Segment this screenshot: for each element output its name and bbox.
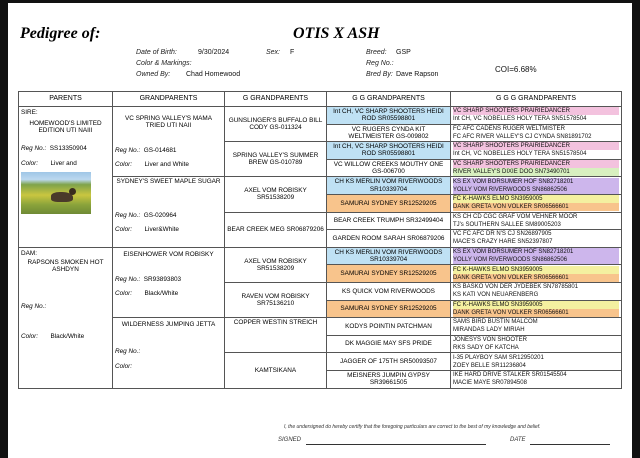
ggg-grandparent-23: FC K-HAWKS ELMO SN3959005 [453,301,619,309]
ggg-cell-11 [451,282,622,300]
signed-label: SIGNED [278,437,302,443]
col-g-grandparents: G GRANDPARENTS [225,92,327,107]
ggg-grandparent-18: YOLLY VOM RIVERWOODS SN86862506 [453,256,619,264]
signature-line [306,444,486,445]
owned-by-label: Owned By: [136,71,171,78]
g-grandparent-7: COPPER WESTIN STREICH [225,318,327,353]
gg-grandparent-5: CH KS MERLIN VOM RIVERWOODS SR10339704 [327,177,451,195]
sire-tag: SIRE: [21,109,38,116]
dam-reg-label: Reg No.: [21,303,47,311]
sire-color-row [21,160,110,167]
dam-cell [19,247,113,388]
dob-label: Date of Birth: [136,49,177,56]
grandparent-1-reg-value: GS-014681 [143,147,177,155]
ggg-grandparent-7: VC SHARP SHOOTERS PRAIRIEDANCER [453,160,619,168]
grandparent-4-name: WILDERNESS JUMPING JETTA [121,321,216,329]
grandparent-4-cell [113,318,225,388]
sire-photo [21,172,91,214]
gg-grandparent-15: JAGGER OF 175TH SR50093507 [327,353,451,371]
ggg-cell-16 [451,370,622,388]
gg-grandparent-1: Int CH, VC SHARP SHOOTERS HEIDI ROD SR05598801 [327,107,451,125]
ggg-grandparent-32: MACIE MAYE SR07894508 [453,380,527,387]
color-markings-label: Color & Markings: [136,60,192,67]
gg-grandparent-10: SAMURAI SYDNEY SR12529205 [327,265,451,283]
dog-title: OTIS X ASH [293,25,380,42]
ggg-grandparent-31: IKE HARD DRIVE STALKER SR01545504 [453,372,567,379]
breed-value: GSP [396,49,411,56]
breed-label: Breed: [366,49,387,56]
ggg-grandparent-4: FC AFC RIVER VALLEY'S CJ CYNDA SN81891702 [453,133,592,140]
sex-value: F [290,49,295,56]
dob-value: 9/30/2024 [198,49,230,56]
grandparent-1-name: VC SPRING VALLEY'S MAMA TRIED UTI NAII [124,114,213,129]
sire-color-value: Liver and [50,159,77,167]
g-grandparent-1: GUNSLINGER'S BUFFALO BILL CODY GS-011324 [225,107,327,142]
ggg-grandparent-9: KS EX VOM BORSUMER HOF SN82718201 [453,178,619,186]
grandparent-2-name: SYDNEY'S SWEET MAPLE SUGAR [116,178,221,186]
gg-grandparent-9: CH KS MERLIN VOM RIVERWOODS SR10339704 [327,247,451,265]
gg-grandparent-12: SAMURAI SYDNEY SR12529205 [327,300,451,318]
sire-name: HOMEWOOD'S LIMITED EDITION UTI NAIII [29,120,102,135]
ggg-grandparent-5: VC SHARP SHOOTERS PRAIRIEDANCER [453,142,619,150]
ggg-grandparent-3: FC AFC CADENS RUGER WELTMISTER [453,125,565,132]
gg-grandparent-4: VC WILLOW CREEKS MOUTHY ONE GS-006700 [327,159,451,177]
ggg-cell-14 [451,335,622,353]
grandparent-2-reg-value: GS-020964 [143,211,177,219]
grandparent-1-cell [113,107,225,177]
ggg-grandparent-26: MIRANDAS LADY MIRIAH [453,327,525,334]
ggg-grandparent-11: FC K-HAWKS ELMO SN3959005 [453,195,619,203]
ggg-grandparent-17: KS EX VOM BORSUMER HOF SN82718201 [453,248,619,256]
breeder-value: Dave Rapson [396,71,439,78]
grandparent-2-reg-label: Reg No.: [115,211,141,219]
gg-grandparent-14: DK MAGGIE MAY SFS PRIDE [327,335,451,353]
ggg-grandparent-21: KS BASKO VON DER JYDEBEK SN78785801 [453,284,579,291]
ggg-grandparent-2: Int CH, VC NOBELLES HOLY TERA SN51578504 [453,116,587,123]
g-grandparent-3: AXEL VOM ROBISKY SR51538209 [225,177,327,212]
date-label: DATE [510,437,526,443]
ggg-grandparent-12: DANK GRETA VON VOLKER SR06566601 [453,203,619,211]
ggg-grandparent-30: ZOEY BELLE SR11236804 [453,362,526,369]
ggg-cell-9 [451,247,622,265]
grandparent-4-reg-label: Reg No.: [115,348,141,356]
gg-grandparent-11: KS QUICK VOM RIVERWOODS [327,282,451,300]
sex-label: Sex: [266,49,281,56]
col-ggg-grandparents: G G G GRANDPARENTS [451,92,622,107]
grandparent-3-color-row [115,290,222,297]
ggg-cell-2 [451,124,622,142]
grandparent-4-color-label: Color: [115,362,133,370]
bred-by-label: Bred By: [366,71,393,78]
grandparent-1-color-row [115,161,222,168]
ggg-grandparent-28: RKS SADY OF KATCHA [453,345,519,352]
ggg-cell-1 [451,107,622,125]
ggg-cell-7 [451,212,622,230]
grandparent-1-color-value: Liver and White [144,161,189,169]
ggg-cell-6 [451,194,622,212]
sire-cell [19,107,113,248]
grandparent-3-color-value: Black/White [144,290,179,298]
grandparent-3-cell [113,247,225,317]
grandparent-4-color-row [115,363,222,370]
ggg-grandparent-16: MACE'S CRAZY HARE SN52397807 [453,239,553,246]
grandparent-2-color-value: Liver&White [144,225,179,233]
col-grandparents: GRANDPARENTS [113,92,225,107]
ggg-grandparent-6: Int CH, VC NOBELLES HOLY TERA SN51578504 [453,151,587,158]
pedigree-page [8,3,632,458]
sire-color-label: Color: [21,159,39,167]
ggg-cell-8 [451,230,622,248]
g-grandparent-2: SPRING VALLEY'S SUMMER BREW GS-010789 [225,142,327,177]
gg-grandparent-6: SAMURAI SYDNEY SR12529205 [327,194,451,212]
ggg-grandparent-15: VC FC AFC DR N'S CJ SN26897905 [453,231,552,238]
coi-value: COI=6.68% [495,65,537,74]
sire-reg-value: SS13350904 [49,144,87,152]
ggg-cell-5 [451,177,622,195]
ggg-grandparent-20: DANK GRETA VON VOLKER SR06566601 [453,274,619,282]
ggg-grandparent-1: VC SHARP SHOOTERS PRAIRIEDANCER [453,107,619,115]
sire-reg-row [21,145,110,152]
ggg-cell-4 [451,159,622,177]
grandparent-1-reg-row [115,147,222,154]
dam-color-value: Black/White [50,332,85,340]
ggg-grandparent-19: FC K-HAWKS ELMO SN3959005 [453,266,619,274]
g-grandparent-6: RAVEN VOM ROBISKY SR75136210 [225,282,327,317]
ggg-grandparent-24: DANK GRETA VON VOLKER SR06566601 [453,309,619,317]
dam-color-label: Color: [21,332,39,340]
reg-no-label: Reg No.: [366,60,394,67]
g-grandparent-5: AXEL VOM ROBISKY SR51538209 [225,247,327,282]
grandparent-2-cell [113,177,225,247]
dam-color-row [21,333,110,340]
grandparent-3-reg-value: SR93893803 [143,275,182,283]
certify-text: I, the undersigned do hereby certify that the foregoing particulars are correct to the best of my knowledge and belief. [284,424,541,430]
ggg-grandparent-13: KS CH CD CGC GRAF VOM VEHNER MOOR [453,213,578,220]
dam-name: RAPSONS SMOKEN HOT ASHDYN [27,258,104,274]
ggg-grandparent-8: RIVER VALLEY'S DIXIE DOO SN73490701 [453,168,619,176]
ggg-cell-10 [451,265,622,283]
ggg-cell-13 [451,318,622,336]
g-grandparent-8: KAMTSIKANA [225,353,327,388]
ggg-cell-3 [451,142,622,160]
grandparent-2-reg-row [115,212,222,219]
g-grandparent-4: BEAR CREEK MEG SR06879206 [225,212,327,247]
gg-grandparent-7: BEAR CREEK TRUMPH SR32499404 [327,212,451,230]
ggg-grandparent-25: SAMS BIRD BUSTIN MALCOM [453,319,538,326]
gg-grandparent-3: Int CH, VC SHARP SHOOTERS HEIDI ROD SR05598801 [327,142,451,160]
gg-grandparent-2: VC RUGERS CYNDA KIT WELTMEISTER GS-009802 [327,124,451,142]
dam-tag: DAM: [21,249,37,257]
ggg-grandparent-27: JONESYS VON SHOOTER [453,337,528,344]
grandparent-1-reg-label: Reg No.: [115,147,141,155]
grandparent-3-name: EISENHOWER VOM ROBISKY [123,250,214,258]
gg-grandparent-13: KODYS POINTIN PATCHMAN [327,318,451,336]
ggg-grandparent-22: KS KATI VON NEUARENBERG [453,292,539,299]
date-line [530,444,610,445]
grandparent-3-color-label: Color: [115,290,133,298]
grandparent-2-color-label: Color: [115,225,133,233]
ggg-grandparent-10: YOLLY VOM RIVERWOODS SN86862506 [453,186,619,194]
col-parents: PARENTS [19,92,113,107]
ggg-cell-15 [451,353,622,371]
pedigree-label: Pedigree of: [20,25,101,42]
grandparent-3-reg-row [115,276,222,283]
pedigree-table [18,91,622,389]
table-header-row [19,92,622,107]
grandparent-1-color-label: Color: [115,161,133,169]
grandparent-4-reg-row [115,348,222,355]
ggg-grandparent-14: TJ's SOUTHERN SALLEE SM89005203 [453,221,561,228]
sire-reg-label: Reg No.: [21,144,47,152]
dam-reg-row [21,303,110,310]
owner-value: Chad Homewood [186,71,241,78]
grandparent-2-color-row [115,226,222,233]
gg-grandparent-16: MEISNERS JUMPIN GYPSY SR39661505 [327,370,451,388]
grandparent-3-reg-label: Reg No.: [115,275,141,283]
gg-grandparent-8: GARDEN ROOM SARAH SR06879206 [327,230,451,248]
ggg-cell-12 [451,300,622,318]
ggg-grandparent-29: I-35 PLAYBOY SAM SR12950201 [453,354,544,361]
col-gg-grandparents: G G GRANDPARENTS [327,92,451,107]
